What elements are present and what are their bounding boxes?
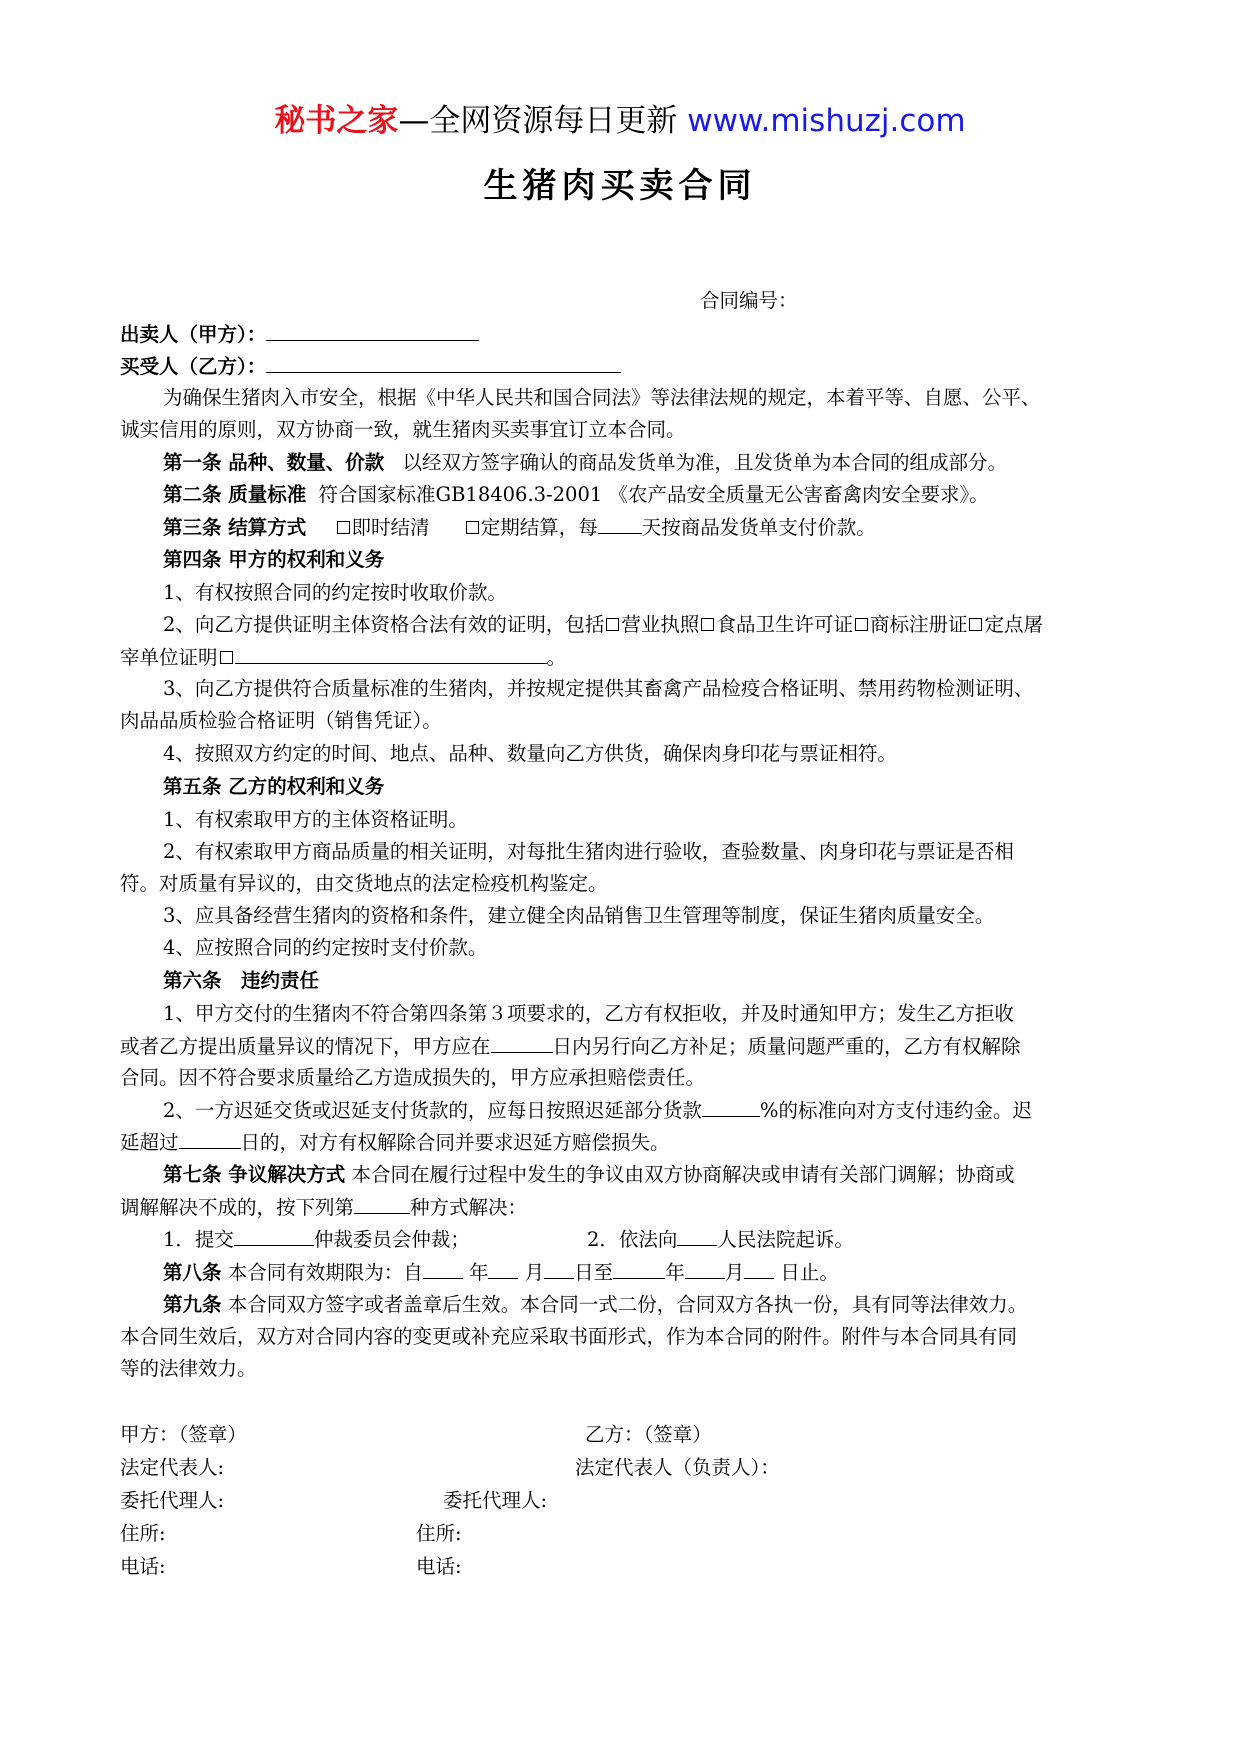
article-9-line-2: 本合同生效后，双方对合同内容的变更或补充应采取书面形式，作为本合同的附件。附件与本合同具有同 xyxy=(120,1325,1018,1348)
buyer-blank[interactable] xyxy=(266,350,621,373)
article-9-line-3: 等的法律效力。 xyxy=(120,1357,257,1380)
start-year-blank[interactable] xyxy=(423,1256,463,1279)
seller-blank[interactable] xyxy=(266,318,479,341)
contract-number-label: 合同编号： xyxy=(700,289,798,312)
court-blank[interactable] xyxy=(677,1223,717,1246)
delay-days-blank[interactable] xyxy=(179,1126,241,1149)
article-5-item-3: 3、应具备经营生猪肉的资格和条件，建立健全肉品销售卫生管理等制度，保证生猪肉质量安全。 xyxy=(163,904,995,927)
article-6-item-2a xyxy=(163,1094,1032,1126)
party-a-phone: 电话: xyxy=(120,1555,166,1578)
article-9 xyxy=(163,1289,1027,1321)
article-6-item-2a-pre: 2、一方迟延交货或迟延支付货款的，应每日按照迟延部分货款 xyxy=(163,1099,702,1122)
article-7-option-2 xyxy=(587,1223,854,1255)
period: 。 xyxy=(546,646,567,669)
litigation-pre: 2．依法向 xyxy=(587,1228,678,1251)
article-8 xyxy=(163,1256,839,1288)
article-6-item-2b xyxy=(120,1126,670,1158)
article-7-heading: 第七条 争议解决方式 xyxy=(163,1163,346,1186)
article-4-item-4: 4、按照双方约定的时间、地点、品种、数量向乙方供货，确保肉身印花与票证相符。 xyxy=(163,742,897,765)
end-day-blank[interactable] xyxy=(744,1256,774,1279)
article-5-item-2a: 2、有权索取甲方商品质量的相关证明，对每批生猪肉进行验收，查验数量、肉身印花与票证是否相 xyxy=(163,840,1014,863)
checkbox-other-cert[interactable] xyxy=(220,651,233,664)
article-3 xyxy=(163,511,876,543)
banner-slogan: —全网资源每日更新 xyxy=(398,103,678,139)
start-month-blank[interactable] xyxy=(488,1256,518,1279)
arbitration-committee-blank[interactable] xyxy=(234,1223,314,1246)
option-trademark: 商标注册证 xyxy=(869,613,968,636)
intro-line-2: 诚实信用的原则，双方协商一致，就生猪肉买卖事宜订立本合同。 xyxy=(120,418,686,441)
seller-line xyxy=(120,318,479,350)
article-3-tail: 天按商品发货单支付价款。 xyxy=(641,516,876,539)
intro-line-1: 为确保生猪肉入市安全，根据《中华人民共和国合同法》等法律法规的规定，本着平等、自愿、公平、 xyxy=(163,386,1041,409)
article-4-heading: 第四条 甲方的权利和义务 xyxy=(163,548,385,571)
article-6-item-1b xyxy=(120,1030,1021,1062)
party-a-agent: 委托代理人: xyxy=(120,1489,225,1512)
end-year-blank[interactable] xyxy=(613,1256,665,1279)
day-to-label: 日至 xyxy=(574,1261,614,1284)
article-5-item-2b: 符。对质量有异议的，由交货地点的法定检疫机构鉴定。 xyxy=(120,872,608,895)
dispute-method-blank[interactable] xyxy=(354,1191,410,1214)
seller-label: 出卖人（甲方）： xyxy=(120,323,267,346)
article-6-item-1b-pre: 或者乙方提出质量异议的情况下，甲方应在 xyxy=(120,1035,491,1058)
remedy-days-blank[interactable] xyxy=(491,1030,553,1053)
article-3-heading: 第三条 结算方式 xyxy=(163,516,307,539)
checkbox-trademark[interactable] xyxy=(855,618,868,631)
party-b-address: 住所: xyxy=(416,1522,462,1545)
option-business-license: 营业执照 xyxy=(621,613,700,636)
article-7-line-2-pre: 调解解决不成的，按下列第 xyxy=(120,1196,355,1219)
article-2-heading: 第二条 质量标准 xyxy=(163,483,307,506)
party-a-seal: 甲方：（签章） xyxy=(120,1423,247,1446)
litigation-post: 人民法院起诉。 xyxy=(717,1228,854,1251)
buyer-line xyxy=(120,350,621,382)
article-6-item-1b-post: 日内另行向乙方补足；质量问题严重的，乙方有权解除 xyxy=(552,1035,1021,1058)
month-label-2: 月 xyxy=(724,1261,745,1284)
brand-name: 秘书之家 xyxy=(274,103,399,139)
article-2-text: 符合国家标准GB18406.3-2001 《农产品安全质量无公害畜禽肉安全要求》。 xyxy=(318,483,989,506)
option-hygiene-permit: 食品卫生许可证 xyxy=(716,613,853,636)
year-label-2: 年 xyxy=(665,1261,685,1284)
party-b-agent: 委托代理人: xyxy=(443,1489,548,1512)
settlement-days-blank[interactable] xyxy=(598,511,642,534)
arbitration-pre: 1．提交 xyxy=(163,1228,234,1251)
party-b-phone: 电话: xyxy=(416,1555,462,1578)
article-9-heading: 第九条 xyxy=(163,1293,222,1316)
other-cert-blank[interactable] xyxy=(235,641,547,664)
article-4-item-2-cont xyxy=(120,641,566,673)
article-5-item-4: 4、应按照合同的约定按时支付价款。 xyxy=(163,936,488,959)
site-banner xyxy=(0,101,1240,141)
day-end-label: 日止。 xyxy=(780,1261,839,1284)
article-7-line-2-post: 种方式解决： xyxy=(410,1196,528,1219)
article-1-text: 以经双方签字确认的商品发货单为准，且发货单为本合同的组成部分。 xyxy=(402,451,1008,474)
document-title: 生猪肉买卖合同 xyxy=(483,166,757,206)
article-6-item-2b-pre: 延超过 xyxy=(120,1131,179,1154)
slaughter-unit-cert-label: 宰单位证明 xyxy=(120,646,218,669)
article-4-item-3a: 3、向乙方提供符合质量标准的生猪肉，并按规定提供其畜禽产品检疫合格证明、禁用药物检测证明、 xyxy=(163,677,1034,700)
article-6-item-1a: 1、甲方交付的生猪肉不符合第四条第３项要求的，乙方有权拒收，并及时通知甲方；发生乙方拒收 xyxy=(163,1002,1014,1025)
checkbox-immediate[interactable] xyxy=(337,521,350,534)
buyer-label: 买受人（乙方）： xyxy=(120,355,267,378)
article-1-heading: 第一条 品种、数量、价款 xyxy=(163,451,385,474)
article-4-item-3b: 肉品品质检验合格证明（销售凭证）。 xyxy=(120,709,442,732)
article-9-text: 本合同双方签字或者盖章后生效。本合同一式二份，合同双方各执一份，具有同等法律效力。 xyxy=(227,1293,1028,1316)
article-4-item-2 xyxy=(163,609,1043,641)
article-5-heading: 第五条 乙方的权利和义务 xyxy=(163,775,385,798)
party-a-address: 住所: xyxy=(120,1522,166,1545)
penalty-rate-blank[interactable] xyxy=(702,1094,760,1117)
year-label: 年 xyxy=(468,1261,489,1284)
article-4-item-1: 1、有权按照合同的约定按时收取价款。 xyxy=(163,581,507,604)
party-a-representative: 法定代表人: xyxy=(120,1456,225,1479)
option-slaughter-unit: 定点屠 xyxy=(984,613,1043,636)
checkbox-slaughter-unit[interactable] xyxy=(969,618,982,631)
checkbox-periodic[interactable] xyxy=(466,521,479,534)
party-b-representative: 法定代表人（负责人）： xyxy=(575,1456,780,1479)
option-periodic: 定期结算，每 xyxy=(480,516,598,539)
article-7-option-1 xyxy=(163,1223,470,1255)
article-7-text: 本合同在履行过程中发生的争议由双方协商解决或申请有关部门调解；协商或 xyxy=(351,1163,1015,1186)
option-immediate: 即时结清 xyxy=(351,516,430,539)
article-6-item-2b-post: 日的，对方有权解除合同并要求迟延方赔偿损失。 xyxy=(240,1131,670,1154)
article-7-line-2 xyxy=(120,1191,527,1223)
article-7 xyxy=(163,1159,1015,1191)
arbitration-post: 仲裁委员会仲裁； xyxy=(313,1228,470,1251)
article-6-item-1c: 合同。因不符合要求质量给乙方造成损失的，甲方应承担赔偿责任。 xyxy=(120,1066,706,1089)
banner-url-link[interactable]: www.mishuzj.com xyxy=(687,103,966,139)
article-6-heading: 第六条 违约责任 xyxy=(163,969,320,992)
article-5-item-1: 1、有权索取甲方的主体资格证明。 xyxy=(163,808,468,831)
end-month-blank[interactable] xyxy=(685,1256,725,1279)
month-label: 月 xyxy=(524,1261,545,1284)
article-2 xyxy=(163,479,989,511)
article-6-item-2a-post: %的标准向对方支付违约金。迟 xyxy=(759,1099,1032,1122)
validity-from-label: 本合同有效期限为：自 xyxy=(227,1261,423,1284)
checkbox-hygiene-permit[interactable] xyxy=(701,618,714,631)
start-day-blank[interactable] xyxy=(544,1256,574,1279)
article-1 xyxy=(163,447,1007,479)
checkbox-business-license[interactable] xyxy=(606,618,619,631)
party-b-seal: 乙方：（签章） xyxy=(585,1423,712,1446)
article-8-heading: 第八条 xyxy=(163,1261,222,1284)
article-4-item-2-text: 2、向乙方提供证明主体资格合法有效的证明，包括 xyxy=(163,613,605,636)
